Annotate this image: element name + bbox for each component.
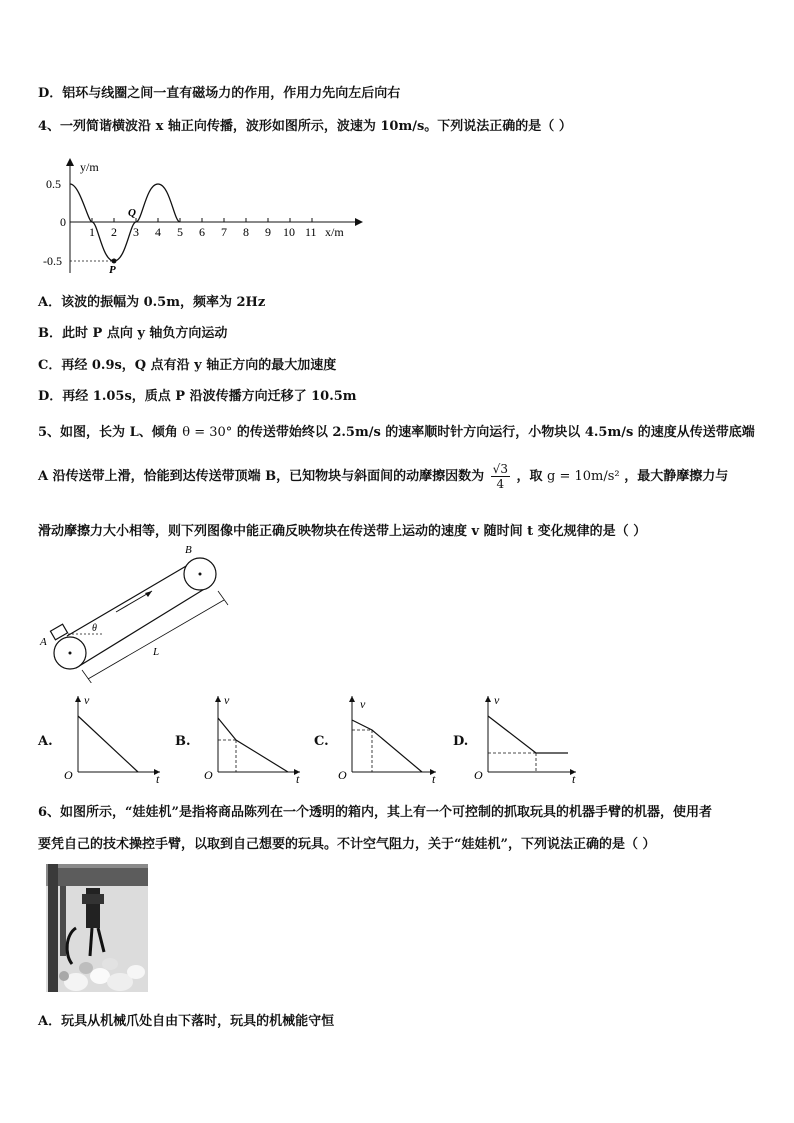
q4-stem: 4、一列简谐横波沿 x 轴正向传播，波形如图所示，波速为 10m/s。下列说法正确的是（ ）: [38, 119, 572, 134]
vt-d-t: t: [572, 772, 576, 785]
q5-fraction: [491, 462, 510, 491]
vt-b-line: [218, 718, 288, 772]
vt-graph-b: [200, 690, 310, 785]
q4-option-c: C．再经 0.9s，Q 点有沿 y 轴正方向的最大加速度: [38, 358, 337, 373]
point-p-dot: [112, 259, 117, 264]
vt-b-t: t: [296, 772, 300, 785]
wave-y-label: y/m: [80, 160, 99, 174]
vt-a-line: [78, 716, 138, 772]
q5-g: g = 10m/s²: [547, 469, 620, 484]
vt-option-b-label: B.: [175, 734, 191, 749]
q3-option-d: D．铝环与线圈之间一直有磁场力的作用，作用力先向左后向右: [38, 86, 401, 101]
q5-line-3: 滑动摩擦力大小相等，则下列图像中能正确反映物块在传送带上运动的速度 v 随时间 t 变化规律的是（ ）: [38, 524, 647, 539]
vt-d-o: O: [474, 768, 483, 782]
x-tick-10: 10: [283, 225, 295, 239]
x-tick-2: 2: [111, 225, 117, 239]
q5-fraction-num: √3: [492, 462, 508, 476]
q5-line-2a: A 沿传送带上滑，恰能到达传送带顶端 B，已知物块与斜面间的动摩擦因数为: [38, 469, 485, 484]
vt-c-t: t: [432, 772, 436, 785]
x-tick-9: 9: [265, 225, 271, 239]
x-tick-1: 1: [89, 225, 95, 239]
vt-a-v: v: [84, 693, 90, 707]
belt-label-b: B: [185, 544, 192, 556]
vt-b-v: v: [224, 693, 230, 707]
wave-graph: [40, 155, 370, 280]
q5-theta: θ = 30°: [182, 425, 233, 440]
q4-option-d: D．再经 1.05s，质点 P 沿波传播方向迁移了 10.5m: [38, 389, 357, 404]
vt-graph-d: [472, 690, 584, 785]
vt-graph-c: [336, 690, 446, 785]
y-tick-0: 0: [60, 215, 66, 229]
vt-b-o: O: [204, 768, 213, 782]
belt-label-l: L: [153, 646, 160, 658]
x-tick-6: 6: [199, 225, 205, 239]
x-tick-5: 5: [177, 225, 183, 239]
x-tick-8: 8: [243, 225, 249, 239]
q5-line-1a: 5、如图，长为 L、倾角: [38, 425, 178, 440]
claw-machine-photo: [46, 864, 148, 992]
q4-option-a: A．该波的振幅为 0.5m，频率为 2Hz: [38, 295, 266, 310]
wave-x-label: x/m: [325, 225, 344, 239]
vt-c-v: v: [360, 697, 366, 711]
q6-option-a: A．玩具从机械爪处自由下落时，玩具的机械能守恒: [38, 1014, 335, 1029]
vt-option-d-label: D.: [453, 734, 469, 749]
q5-fraction-den: 4: [496, 477, 505, 491]
belt-diagram: [38, 543, 238, 683]
vt-option-c-label: C.: [314, 734, 329, 749]
vt-d-v: v: [494, 693, 500, 707]
vt-option-a-label: A.: [38, 734, 53, 749]
q4-option-b: B．此时 P 点向 y 轴负方向运动: [38, 326, 228, 341]
q5-line-2b: ，取: [516, 469, 543, 484]
point-q-label: Q: [128, 207, 136, 219]
x-tick-11: 11: [305, 225, 317, 239]
belt-label-a: A: [40, 636, 47, 648]
q6-line-1: 6、如图所示，“娃娃机”是指将商品陈列在一个透明的箱内，其上有一个可控制的抓取玩具的机器手臂的机器，使用者: [38, 805, 713, 820]
vt-c-o: O: [338, 768, 347, 782]
x-tick-4: 4: [155, 225, 161, 239]
q6-line-2: 要凭自己的技术操控手臂，以取到自己想要的玩具。不计空气阻力，关于“娃娃机”，下列说法正确的是（ ）: [38, 837, 656, 852]
q5-line-1: [38, 421, 755, 440]
vt-a-o: O: [64, 768, 73, 782]
q5-line-1b: 的传送带始终以 2.5m/s 的速率顺时针方向运行，小物块以 4.5m/s 的速度从传送带底端: [236, 425, 755, 440]
vt-d-line: [488, 716, 568, 753]
x-tick-3: 3: [133, 225, 139, 239]
q5-line-2c: ，最大静摩擦力与: [624, 469, 729, 484]
vt-c-line: [352, 720, 422, 772]
q5-line-2: [38, 462, 728, 491]
y-tick-neg05: -0.5: [43, 254, 62, 268]
belt-label-theta: θ: [92, 623, 97, 634]
x-tick-7: 7: [221, 225, 227, 239]
point-p-label: P: [109, 264, 116, 276]
vt-a-t: t: [156, 772, 160, 785]
vt-graph-a: [60, 690, 170, 785]
y-tick-05: 0.5: [46, 177, 61, 191]
